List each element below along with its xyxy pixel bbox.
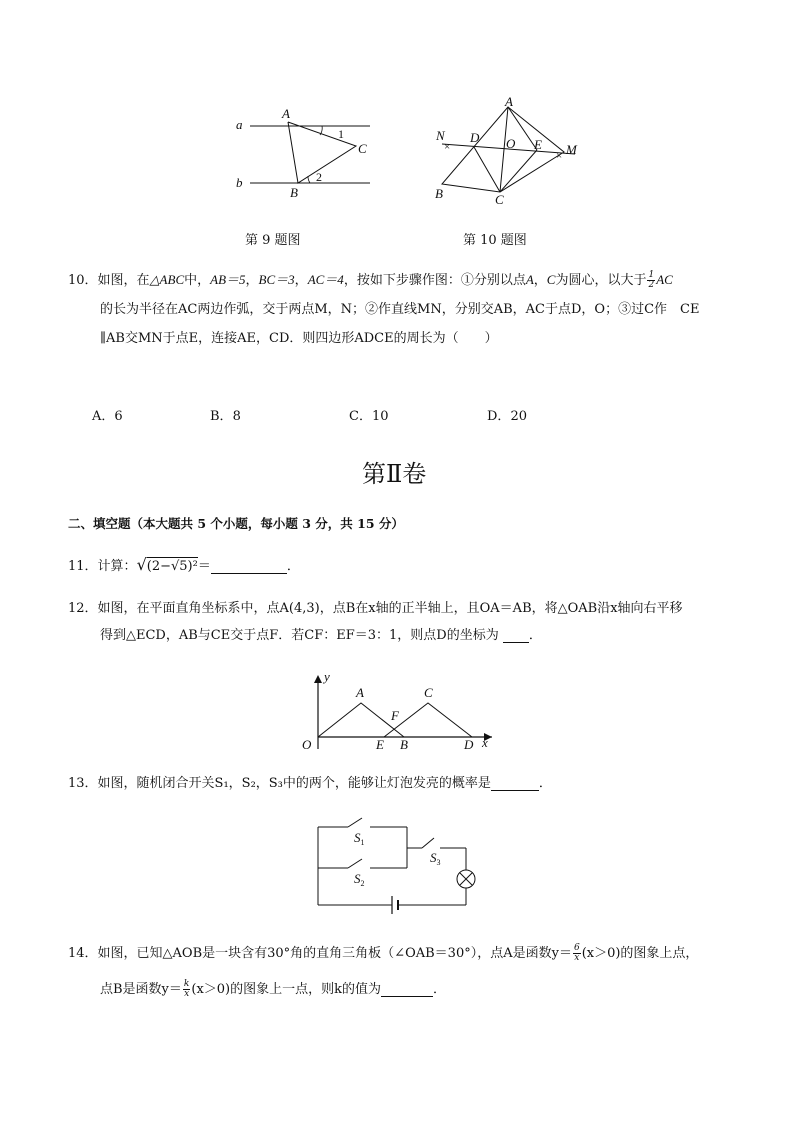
q10-option-b[interactable]: B．8	[210, 409, 241, 424]
q11-expression: (2−√5)²	[146, 559, 198, 574]
label-B: B	[435, 186, 443, 201]
label-M: M	[566, 142, 577, 157]
svg-text:×: ×	[556, 150, 563, 162]
fraction-6-over-x: $\frac{6}{x}$	[573, 943, 580, 963]
q10-line1: 10．如图，在△ABC中，AB＝5，BC＝3，AC＝4，按如下步骤作图：①分别以点A，C为圆心，以大于 $\frac{1}{2}$ AC	[68, 270, 673, 290]
label-a: a	[236, 117, 243, 132]
label-O: O	[506, 136, 516, 151]
label-S3: $S_3$	[430, 850, 441, 867]
figure-10-caption: 第 10 题图	[463, 233, 527, 248]
q14-line1: 14．如图，已知△AOB是一块含有30°角的直角三角板（∠OAB＝30°），点A是函数y＝ $\frac{6}{x}$ (x＞0)的图象上点，	[68, 943, 699, 963]
label-angle-2: 2	[316, 170, 322, 184]
label-N: N	[436, 128, 445, 143]
figure-10	[430, 92, 590, 204]
label-B: B	[290, 185, 298, 200]
q14-answer-blank[interactable]	[381, 982, 433, 997]
label-E: E	[534, 137, 542, 152]
label-b: b	[236, 175, 243, 190]
label-C: C	[424, 685, 433, 700]
q10-option-c[interactable]: C．10	[349, 409, 389, 424]
figure-12	[296, 665, 506, 755]
q10-number: 10．	[68, 273, 98, 288]
q12-line1: 12．如图，在平面直角坐标系中，点A(4,3)，点B在x轴的正半轴上，且OA＝AB，将△OAB沿x轴向右平移	[68, 601, 683, 616]
section-subtitle: 二、填空题（本大题共 5 个小题，每小题 3 分，共 15 分）	[68, 516, 404, 531]
q11: 11．计算：√(2−√5)²＝ ．	[68, 555, 300, 574]
label-S2: $S_2$	[354, 871, 365, 888]
q13-answer-blank[interactable]	[491, 776, 539, 791]
q12-line2: 得到△ECD，AB与CE交于点F．若CF：EF＝3：1，则点D的坐标为 ．	[100, 628, 542, 643]
q10-option-d[interactable]: D．20	[487, 409, 527, 424]
figure-9-caption: 第 9 题图	[245, 233, 301, 248]
label-angle-1: 1	[338, 127, 344, 141]
label-C: C	[495, 192, 504, 204]
q10-line3: ∥AB交MN于点E，连接AE，CD．则四边形ADCE的周长为（ ）	[100, 331, 498, 346]
q10-line2: 的长为半径在AC两边作弧，交于两点M，N；②作直线MN，分别交AB，AC于点D，O；③过C作 CE	[100, 302, 700, 317]
label-A: A	[356, 685, 364, 700]
label-A: A	[282, 106, 290, 121]
label-S1: $S_1$	[354, 830, 365, 847]
q14-line2: 点B是函数y＝ $\frac{k}{x}$ (x＞0)的图象上一点，则k的值为 ．	[100, 979, 447, 999]
label-O: O	[302, 737, 312, 752]
q10-option-a[interactable]: A．6	[92, 409, 123, 424]
q12-answer-blank[interactable]	[503, 628, 529, 643]
q11-answer-blank[interactable]	[211, 559, 287, 574]
label-A: A	[505, 94, 513, 109]
fraction-half: $\frac{1}{2}$	[648, 270, 655, 290]
label-y: y	[324, 669, 330, 684]
label-F: F	[391, 708, 399, 723]
label-C: C	[358, 141, 367, 156]
figure-9	[230, 100, 380, 200]
fraction-k-over-x: $\frac{k}{x}$	[183, 979, 190, 999]
label-D: D	[464, 737, 474, 752]
section-title: 第Ⅱ卷	[362, 460, 427, 488]
figure-13-circuit	[310, 810, 490, 925]
label-B: B	[400, 737, 408, 752]
q13: 13．如图，随机闭合开关S₁，S₂，S₃中的两个，能够让灯泡发亮的概率是 ．	[68, 776, 552, 791]
label-x: x	[482, 735, 488, 750]
svg-text:×: ×	[444, 141, 451, 153]
label-D: D	[470, 130, 480, 145]
label-E: E	[376, 737, 384, 752]
